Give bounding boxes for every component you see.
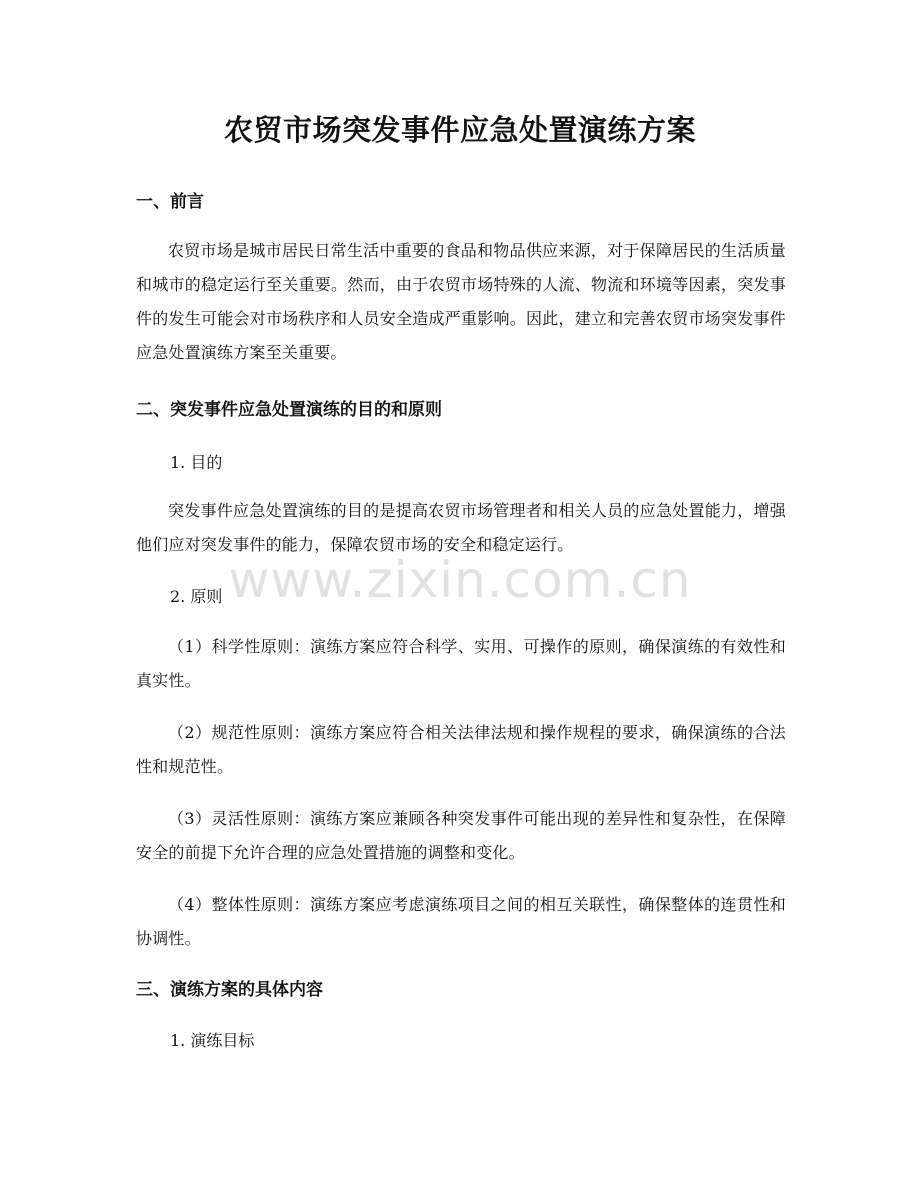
document-title: 农贸市场突发事件应急处置演练方案	[223, 113, 696, 147]
section-heading-preface: 一、前言	[136, 192, 204, 212]
subheading-purpose: 1. 目的	[170, 453, 223, 472]
subheading-drill-goal: 1. 演练目标	[170, 1031, 255, 1050]
principle-item: （1）科学性原则：演练方案应符合科学、实用、可操作的原则，确保演练的有效性和真实性。	[136, 637, 786, 690]
principle-item: （3）灵活性原则：演练方案应兼顾各种突发事件可能出现的差异性和复杂性，在保障安全的前提下允许合理的应急处置措施的调整和变化。	[136, 809, 786, 862]
preface-paragraph: 农贸市场是城市居民日常生活中重要的食品和物品供应来源，对于保障居民的生活质量和城市的稳定运行至关重要。然而，由于农贸市场特殊的人流、物流和环境等因素，突发事件的发生可能会对市场秩序和人员安全造成严重影响。因此，建立和完善农贸市场突发事件应急处置演练方案至关重要。	[136, 241, 786, 362]
watermark: www.zixin.com.cn	[228, 551, 692, 609]
section-heading-content: 三、演练方案的具体内容	[136, 980, 323, 1000]
principle-item: （2）规范性原则：演练方案应符合相关法律法规和操作规程的要求，确保演练的合法性和规范性。	[136, 723, 786, 776]
section-heading-purpose-principles: 二、突发事件应急处置演练的目的和原则	[136, 400, 442, 420]
purpose-paragraph: 突发事件应急处置演练的目的是提高农贸市场管理者和相关人员的应急处置能力，增强他们应对突发事件的能力，保障农贸市场的安全和稳定运行。	[136, 501, 786, 554]
subheading-principles: 2. 原则	[170, 587, 223, 606]
principle-item: （4）整体性原则：演练方案应考虑演练项目之间的相互关联性，确保整体的连贯性和协调性。	[136, 895, 786, 948]
